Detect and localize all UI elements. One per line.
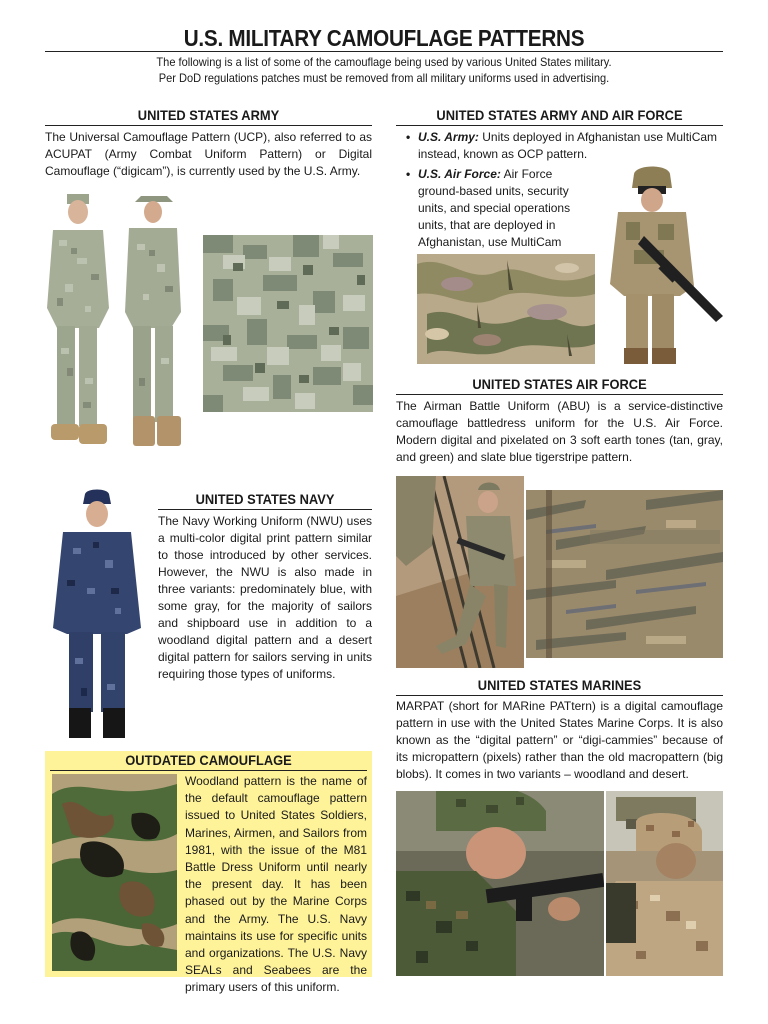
army-af-rule	[396, 125, 723, 126]
outdated-text: Woodland pattern is the name of the default camouflage pattern issued to United States Soldiers, Marines, Airmen, and Sailors from 1981, with the issue of the M81 Battle Dress Uniform until nearly the present day. It has been phased out by the Marine Corps and the Army. The U.S. Navy maintains its use for specific units and organizations. The U.S. Navy SEALs and Seabees are the primary users of this uniform.	[185, 774, 367, 995]
army-text: The Universal Camouflage Pattern (UCP), also referred to as ACUPAT (Army Combat Uniform Pattern) or Digital Camouflage (“digicam”), is currently used by the U.S. Army.	[45, 130, 372, 178]
navy-heading: UNITED STATES NAVY	[195, 491, 335, 507]
multicam-soldier-photo	[604, 166, 723, 364]
outdated-heading: OUTDATED CAMOUFLAGE	[125, 752, 292, 768]
intro-line-2: Per DoD regulations patches must be removed from all military uniforms used in advertising.	[158, 71, 610, 85]
bullet-dot: •	[406, 130, 411, 144]
bullet-us-army-text: Units deployed in Afghanistan use MultiCam instead, known as OCP pattern.	[418, 130, 718, 161]
navy-rule	[158, 509, 372, 510]
army-heading: UNITED STATES ARMY	[137, 107, 280, 123]
ucp-pattern-swatch	[203, 235, 373, 412]
army-rule	[45, 125, 372, 126]
page-title: U.S. MILITARY CAMOUFLAGE PATTERNS	[183, 25, 585, 51]
bullet-us-air-force	[406, 166, 596, 268]
abu-pattern-swatch	[526, 490, 723, 658]
airforce-rule	[396, 394, 723, 395]
woodland-pattern-swatch	[52, 774, 177, 971]
bullet-us-air-force-text: Air Force ground-based units, security units, and special operations units, that are deployed in Afghanistan, use MultiCam	[418, 167, 571, 249]
army-af-heading: UNITED STATES ARMY AND AIR FORCE	[436, 107, 683, 123]
bullet-us-air-force-label: U.S. Air Force:	[418, 167, 501, 181]
outdated-rule	[50, 770, 367, 771]
intro-line-1: The following is a list of some of the camouflage being used by various United States military.	[156, 55, 612, 69]
marines-rule	[396, 695, 723, 696]
bullet-dot: •	[406, 167, 411, 181]
bullet-us-army	[406, 129, 723, 163]
marines-desert-photo	[606, 791, 723, 976]
marines-woodland-photo	[396, 791, 604, 976]
airforce-text: The Airman Battle Uniform (ABU) is a service-distinctive camouflage battledress uniform for the U.S. Air Force. Modern digital and pixelated on 3 soft earth tones (tan, gray, and green) and slate blue tigerstripe pattern.	[396, 399, 723, 464]
navy-sailor-photo	[45, 488, 149, 740]
navy-text: The Navy Working Uniform (NWU) uses a multi-color digital print pattern similar to those introduced by other services. However, the NWU is also made in three variants: predominately blue, with some gray, for the majority of sailors and shipboard use in addition to a woodland digital pattern and a desert digital pattern for sailors serving in units requiring those types of uniforms.	[158, 514, 372, 681]
airforce-heading: UNITED STATES AIR FORCE	[472, 376, 647, 392]
marines-text: MARPAT (short for MARine PATtern) is a digital camouflage pattern in use with the United States Marine Corps. It is also known as the “digital pattern” or “digi-cammies” because of its micropattern (pixels) rather than the old macropattern (big blobs). It comes in two variants – woodland and desert.	[396, 699, 723, 781]
multicam-pattern-swatch	[417, 254, 595, 364]
title-rule	[45, 51, 723, 52]
airforce-airman-photo	[396, 476, 524, 668]
marines-heading: UNITED STATES MARINES	[477, 677, 642, 693]
army-soldiers-photo	[45, 188, 195, 460]
bullet-us-army-label: U.S. Army:	[418, 130, 479, 144]
